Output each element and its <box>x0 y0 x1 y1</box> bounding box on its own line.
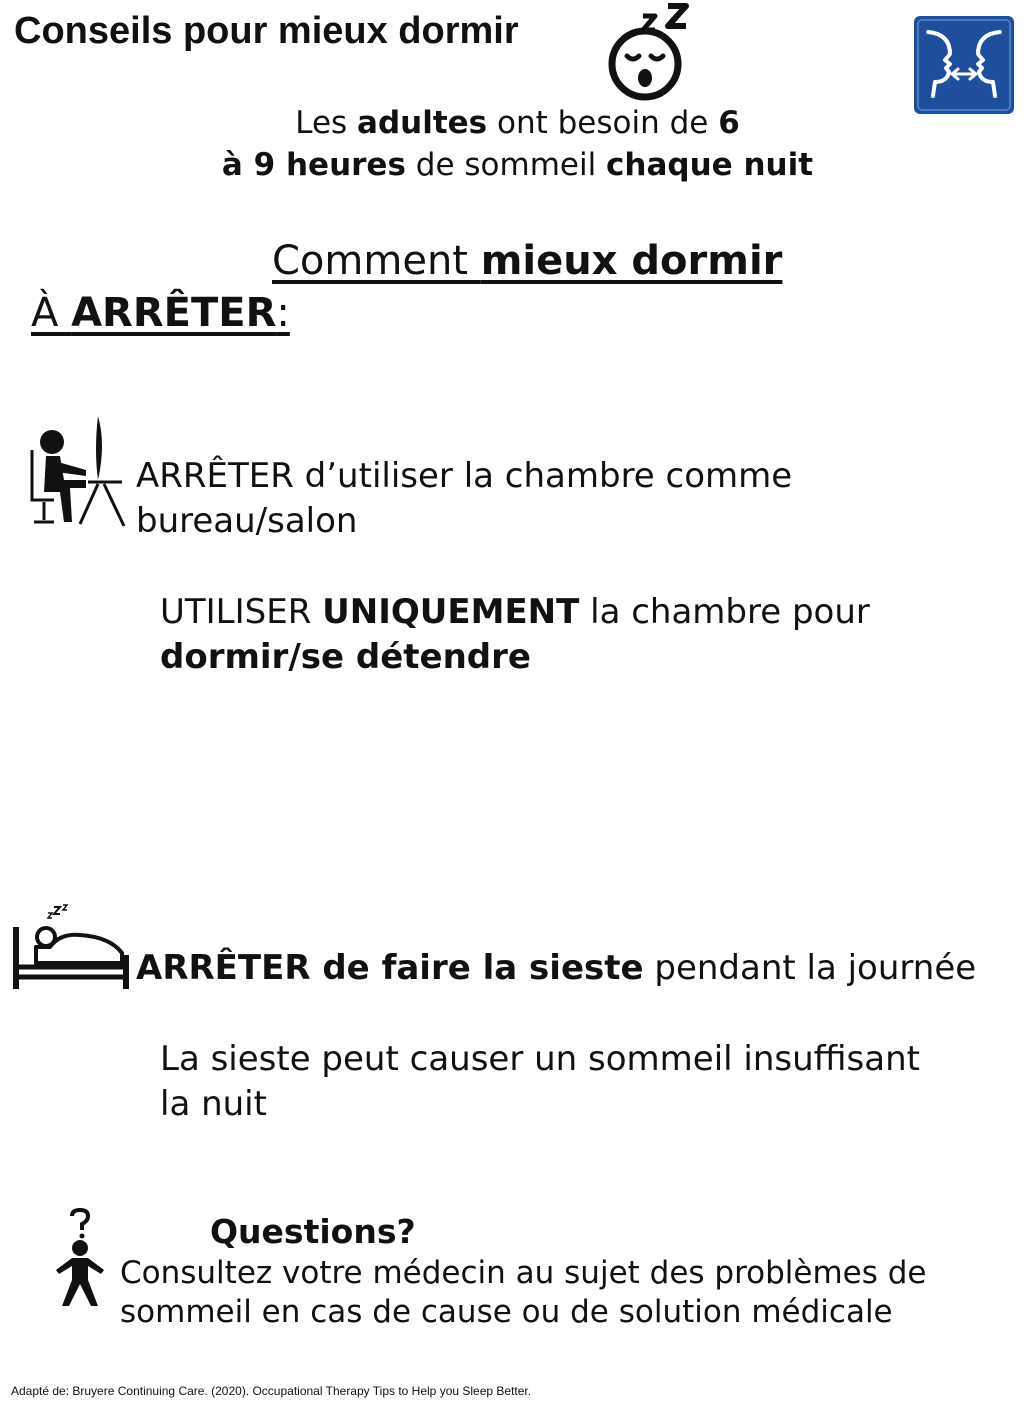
questions-heading: Questions? <box>210 1212 416 1251</box>
stop-nap-text: ARRÊTER de faire la sieste pendant la journée <box>136 948 977 988</box>
person-sleeping-in-bed-icon <box>10 903 132 995</box>
two-faces-logo-icon <box>914 16 1014 114</box>
nap-consequence-text: La sieste peut causer un sommeil insuffisant la nuit <box>160 1039 920 1124</box>
source-footer: Adapté de: Bruyere Continuing Care. (2020). Occupational Therapy Tips to Help you Sleep Better. <box>11 1384 532 1398</box>
stop-heading: À ARRÊTER: <box>31 290 290 336</box>
section-subtitle: Comment mieux dormir <box>272 238 783 284</box>
page-title: Conseils pour mieux dormir <box>14 10 519 52</box>
stop-office-text: ARRÊTER d’utiliser la chambre comme bureau/salon <box>136 456 793 541</box>
consult-doctor-text: Consultez votre médecin au sujet des problèmes de sommeil en cas de cause ou de solution médicale <box>120 1255 927 1330</box>
sleeping-face-zzz-icon <box>600 2 700 102</box>
person-question-icon <box>50 1208 110 1310</box>
person-at-computer-icon <box>28 410 128 532</box>
use-bedroom-text: UTILISER UNIQUEMENT la chambre pour dormir/se détendre <box>160 592 870 677</box>
intro-statement: Les adultes ont besoin de 6 à 9 heures de sommeil chaque nuit <box>221 105 814 183</box>
